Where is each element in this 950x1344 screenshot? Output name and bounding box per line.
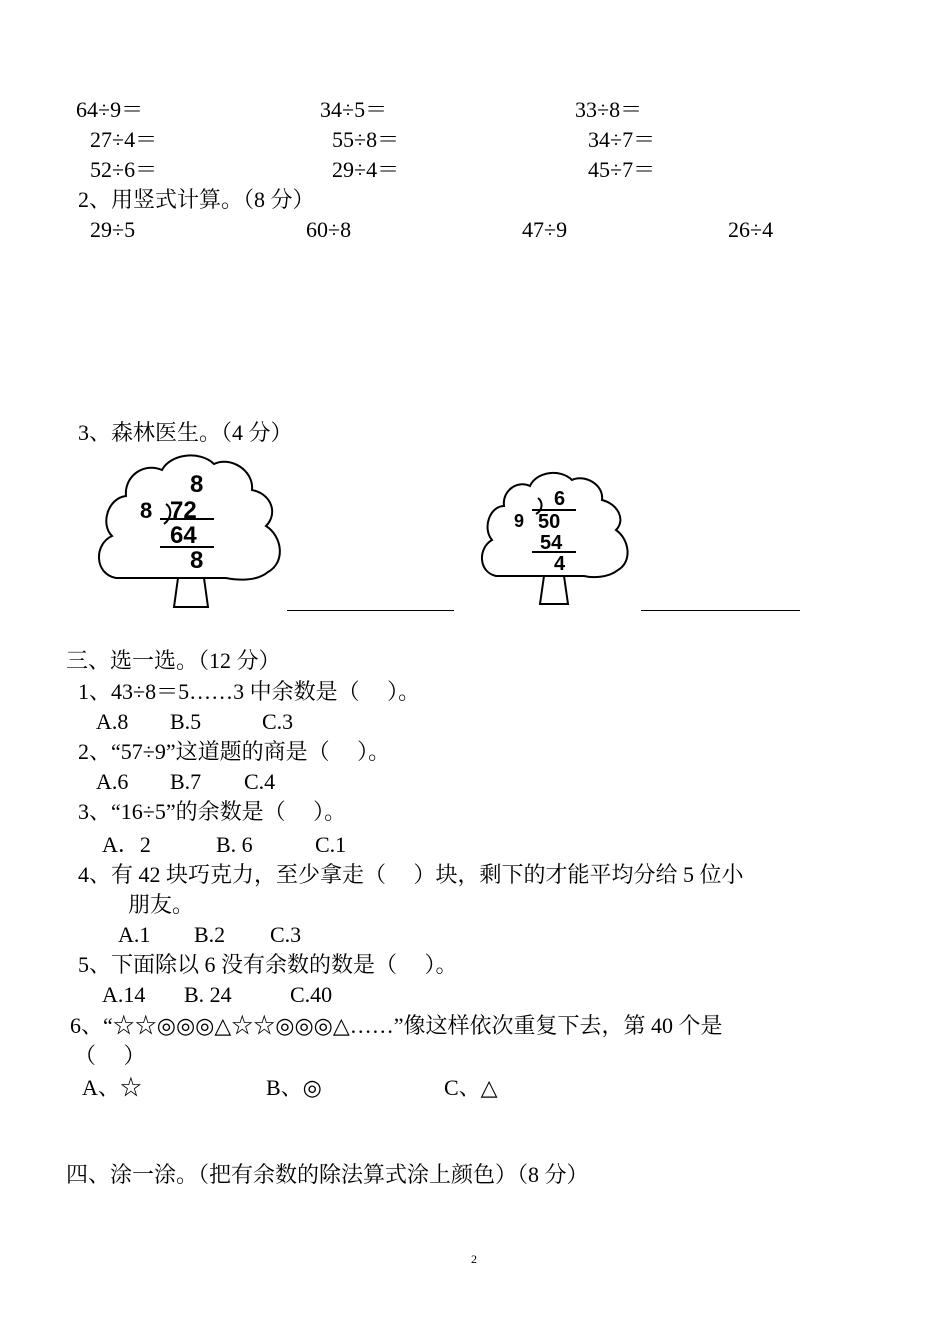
tree-2 [480, 470, 634, 608]
oral-calc-r2-c1: 27÷4＝ [90, 127, 158, 152]
s3-q1-opt-c[interactable]: C.3 [262, 709, 294, 734]
s3-q6: 6、“☆☆◎◎◎△☆☆◎◎◎△……”像这样依次重复下去，第 40 个是 [70, 1013, 723, 1038]
q2-title: 2、用竖式计算。（8 分） [78, 187, 315, 212]
oral-calc-r3-c1: 52÷6＝ [90, 157, 158, 182]
s3-q3: 3、“16÷5”的余数是（ ）。 [78, 799, 347, 824]
s3-q4-opt-b[interactable]: B.2 [194, 922, 226, 947]
tree-2-divisor: 9 [514, 511, 525, 531]
tree-1-product: 64 [170, 522, 197, 549]
s3-q2-opt-c[interactable]: C.4 [244, 769, 276, 794]
tree-2-product: 54 [540, 532, 563, 554]
s3-q1: 1、43÷8＝5……3 中余数是（ ）。 [78, 679, 421, 704]
s3-q6-opt-b[interactable]: B、◎ [266, 1075, 322, 1100]
oral-calc-r1-c1: 64÷9＝ [76, 97, 144, 122]
s3-q5: 5、下面除以 6 没有余数的数是（ ）。 [78, 952, 458, 977]
s3-q3-opt-a[interactable]: A．2 [102, 832, 151, 857]
oral-calc-r3-c2: 29÷4＝ [332, 157, 400, 182]
page-number: 2 [471, 1252, 477, 1266]
s3-q1-opt-b[interactable]: B.5 [170, 709, 202, 734]
s3-q6-opt-c[interactable]: C、△ [444, 1075, 498, 1100]
oral-calc-r3-c3: 45÷7＝ [588, 157, 656, 182]
section4-title: 四、涂一涂。（把有余数的除法算式涂上颜色）（8 分） [66, 1162, 589, 1187]
oral-calc-r2-c2: 55÷8＝ [332, 127, 400, 152]
oral-calc-r2-c3: 34÷7＝ [588, 127, 656, 152]
oral-calc-r1-c2: 34÷5＝ [320, 97, 388, 122]
s3-q4-opt-c[interactable]: C.3 [270, 922, 302, 947]
tree-1 [96, 452, 290, 610]
tree-2-remainder: 4 [554, 553, 566, 575]
q2-item-2: 60÷8 [306, 217, 352, 242]
tree-1-dividend: 72 [170, 497, 197, 524]
section3-title: 三、选一选。（12 分） [66, 648, 281, 673]
s3-q5-opt-a[interactable]: A.14 [102, 982, 146, 1007]
s3-q4-opt-a[interactable]: A.1 [118, 922, 151, 947]
s3-q3-opt-c[interactable]: C.1 [315, 832, 347, 857]
q2-item-4: 26÷4 [728, 217, 774, 242]
s3-q5-opt-b[interactable]: B. 24 [184, 982, 232, 1007]
oral-calc-r1-c3: 33÷8＝ [575, 97, 643, 122]
tree-1-quotient: 8 [190, 471, 204, 498]
tree-1-remainder: 8 [190, 547, 204, 574]
s3-q2-opt-b[interactable]: B.7 [170, 769, 202, 794]
s3-q4: 4、有 42 块巧克力，至少拿走（ ）块，剩下的才能平均分给 5 位小 [78, 862, 744, 887]
q2-item-3: 47÷9 [522, 217, 568, 242]
tree-2-dividend: 50 [538, 511, 561, 533]
tree-1-answer-line[interactable] [287, 610, 454, 611]
s3-q4-cont: 朋友。 [128, 892, 195, 917]
tree-1-divisor: 8 [140, 498, 153, 523]
s3-q2: 2、“57÷9”这道题的商是（ ）。 [78, 739, 391, 764]
tree-2-quotient: 6 [554, 488, 566, 510]
q2-item-1: 29÷5 [90, 217, 136, 242]
q3-title: 3、森林医生。（4 分） [78, 420, 293, 445]
s3-q5-opt-c[interactable]: C.40 [290, 982, 333, 1007]
s3-q1-opt-a[interactable]: A.8 [96, 709, 129, 734]
s3-q2-opt-a[interactable]: A.6 [96, 769, 129, 794]
s3-q6-cont: （ ） [74, 1043, 146, 1068]
s3-q6-opt-a[interactable]: A、☆ [82, 1075, 142, 1100]
tree-2-answer-line[interactable] [641, 610, 800, 611]
s3-q3-opt-b[interactable]: B. 6 [216, 832, 253, 857]
